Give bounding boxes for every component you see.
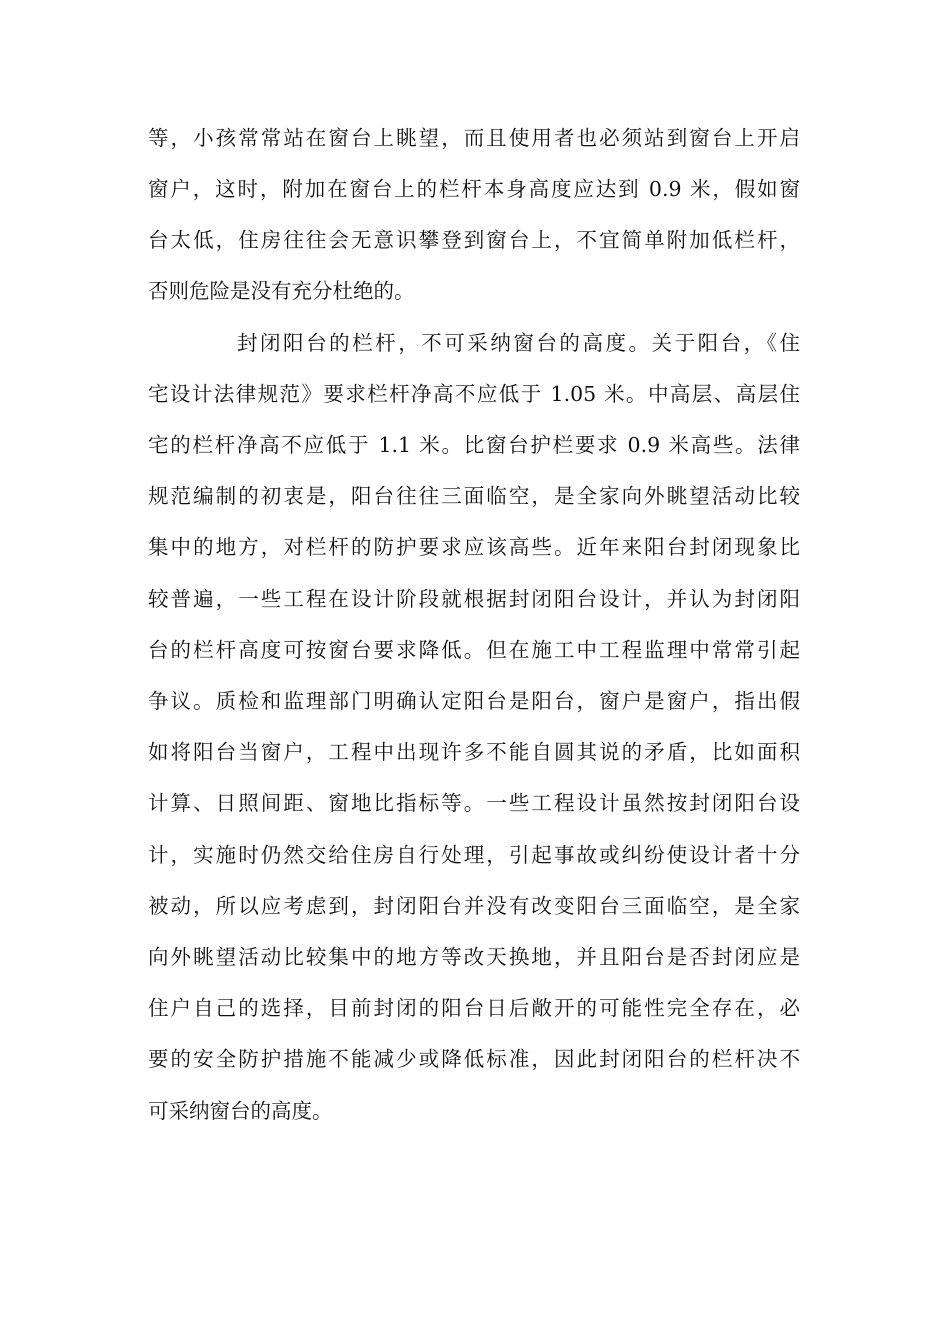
paragraph-2-line-3: 宅的栏杆净高不应低于 1.1 米。比窗台护栏要求 0.9 米高些。法律 [148, 433, 800, 457]
paragraph-2-line-5: 集中的地方，对栏杆的防护要求应该高些。近年来阳台封闭现象比 [148, 535, 800, 559]
paragraph-1-line-4: 否则危险是没有充分杜绝的。 [148, 279, 415, 303]
paragraph-2-line-7: 台的栏杆高度可按窗台要求降低。但在施工中工程监理中常常引起 [148, 638, 800, 662]
paragraph-2-line-9: 如将阳台当窗户，工程中出现许多不能自圆其说的矛盾，比如面积 [148, 740, 800, 764]
paragraph-2-line-10: 计算、日照间距、窗地比指标等。一些工程设计虽然按封闭阳台设 [148, 791, 800, 815]
paragraph-2-line-6: 较普遍，一些工程在设计阶段就根据封闭阳台设计，并认为封闭阳 [148, 587, 800, 611]
paragraph-1-line-2: 窗户，这时，附加在窗台上的栏杆本身高度应达到 0.9 米，假如窗 [148, 177, 800, 201]
paragraph-2-line-1: 封闭阳台的栏杆，不可采纳窗台的高度。关于阳台，《住 [237, 331, 800, 355]
paragraph-2-line-14: 住户自己的选择，目前封闭的阳台日后敞开的可能性完全存在，必 [148, 996, 800, 1020]
paragraph-2-line-12: 被动，所以应考虑到，封闭阳台并没有改变阳台三面临空，是全家 [148, 894, 800, 918]
paragraph-1-line-3: 台太低，住房往往会无意识攀登到窗台上，不宜简单附加低栏杆， [148, 228, 800, 252]
paragraph-2-line-11: 计，实施时仍然交给住房自行处理，引起事故或纠纷使设计者十分 [148, 843, 800, 867]
paragraph-2-line-8: 争议。质检和监理部门明确认定阳台是阳台，窗户是窗户，指出假 [148, 689, 800, 713]
paragraph-2-line-16: 可采纳窗台的高度。 [148, 1099, 333, 1123]
paragraph-2-line-13: 向外眺望活动比较集中的地方等改天换地，并且阳台是否封闭应是 [148, 945, 800, 969]
paragraph-2-line-4: 规范编制的初衷是，阳台往往三面临空，是全家向外眺望活动比较 [148, 484, 800, 508]
paragraph-2-line-15: 要的安全防护措施不能减少或降低标准，因此封闭阳台的栏杆决不 [148, 1047, 800, 1071]
paragraph-1-line-1: 等，小孩常常站在窗台上眺望，而且使用者也必须站到窗台上开启 [148, 126, 800, 150]
paragraph-2-line-2: 宅设计法律规范》要求栏杆净高不应低于 1.05 米。中高层、高层住 [148, 382, 800, 406]
